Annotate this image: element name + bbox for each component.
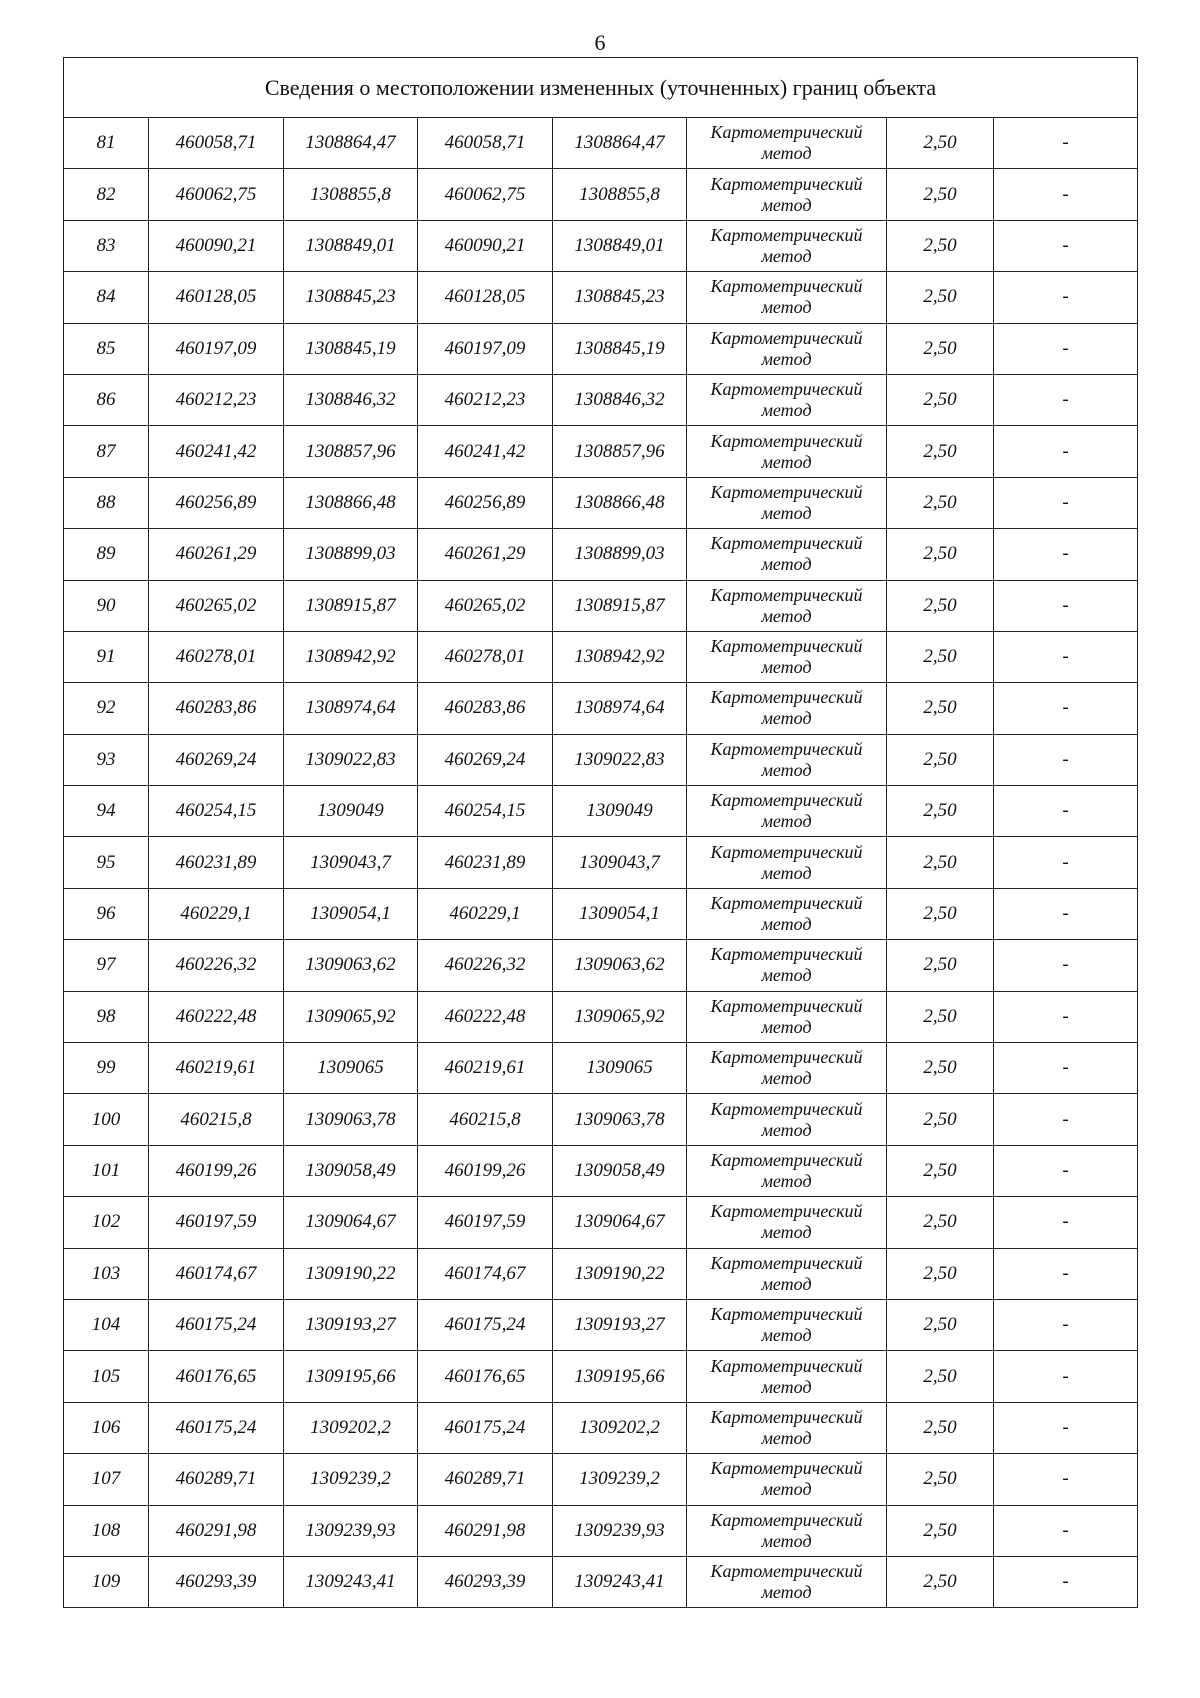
cell-new-x: 460231,89 [418, 837, 553, 888]
cell-point-number: 95 [64, 837, 149, 888]
cell-accuracy: 2,50 [887, 888, 994, 939]
cell-point-number: 87 [64, 426, 149, 477]
table-row [64, 477, 1138, 528]
cell-description: - [994, 734, 1138, 785]
cell-existing-x: 460215,8 [149, 1094, 284, 1145]
table-row [64, 1454, 1138, 1505]
cell-point-number: 100 [64, 1094, 149, 1145]
cell-existing-x: 460197,09 [149, 323, 284, 374]
cell-method: Картометрический метод [687, 323, 887, 374]
cell-description: - [994, 426, 1138, 477]
cell-description: - [994, 1094, 1138, 1145]
cell-accuracy: 2,50 [887, 1145, 994, 1196]
cell-new-y: 1309049 [553, 786, 687, 837]
cell-method: Картометрический метод [687, 426, 887, 477]
cell-new-x: 460254,15 [418, 786, 553, 837]
cell-accuracy: 2,50 [887, 1402, 994, 1453]
cell-point-number: 102 [64, 1197, 149, 1248]
cell-new-y: 1309058,49 [553, 1145, 687, 1196]
cell-new-x: 460283,86 [418, 683, 553, 734]
cell-accuracy: 2,50 [887, 580, 994, 631]
table-row [64, 940, 1138, 991]
cell-new-y: 1309195,66 [553, 1351, 687, 1402]
cell-method: Картометрический метод [687, 631, 887, 682]
cell-description: - [994, 529, 1138, 580]
cell-accuracy: 2,50 [887, 1454, 994, 1505]
cell-point-number: 108 [64, 1505, 149, 1556]
cell-description: - [994, 683, 1138, 734]
cell-description: - [994, 1505, 1138, 1556]
table-row [64, 1351, 1138, 1402]
cell-accuracy: 2,50 [887, 1043, 994, 1094]
cell-method: Картометрический метод [687, 529, 887, 580]
cell-method: Картометрический метод [687, 220, 887, 271]
cell-new-y: 1308845,23 [553, 272, 687, 323]
cell-existing-y: 1308915,87 [284, 580, 418, 631]
cell-existing-y: 1308866,48 [284, 477, 418, 528]
cell-existing-y: 1308864,47 [284, 118, 418, 169]
table-title: Сведения о местоположении измененных (уточненных) границ объекта [64, 58, 1138, 118]
cell-new-y: 1308974,64 [553, 683, 687, 734]
cell-accuracy: 2,50 [887, 272, 994, 323]
cell-description: - [994, 1454, 1138, 1505]
cell-method: Картометрический метод [687, 1197, 887, 1248]
cell-new-y: 1309239,2 [553, 1454, 687, 1505]
cell-new-x: 460265,02 [418, 580, 553, 631]
cell-new-y: 1309064,67 [553, 1197, 687, 1248]
cell-new-x: 460197,59 [418, 1197, 553, 1248]
cell-description: - [994, 888, 1138, 939]
cell-point-number: 88 [64, 477, 149, 528]
cell-method: Картометрический метод [687, 477, 887, 528]
cell-new-x: 460197,09 [418, 323, 553, 374]
cell-description: - [994, 837, 1138, 888]
cell-method: Картометрический метод [687, 837, 887, 888]
cell-existing-x: 460058,71 [149, 118, 284, 169]
table-row [64, 734, 1138, 785]
cell-method: Картометрический метод [687, 1402, 887, 1453]
cell-description: - [994, 1402, 1138, 1453]
cell-new-x: 460062,75 [418, 169, 553, 220]
table-row [64, 631, 1138, 682]
cell-accuracy: 2,50 [887, 786, 994, 837]
cell-new-y: 1309193,27 [553, 1299, 687, 1350]
cell-existing-x: 460229,1 [149, 888, 284, 939]
cell-existing-x: 460265,02 [149, 580, 284, 631]
cell-method: Картометрический метод [687, 118, 887, 169]
cell-new-y: 1308849,01 [553, 220, 687, 271]
cell-new-x: 460269,24 [418, 734, 553, 785]
cell-new-y: 1309043,7 [553, 837, 687, 888]
cell-new-y: 1309190,22 [553, 1248, 687, 1299]
cell-description: - [994, 1299, 1138, 1350]
cell-new-x: 460174,67 [418, 1248, 553, 1299]
cell-point-number: 90 [64, 580, 149, 631]
cell-method: Картометрический метод [687, 1248, 887, 1299]
cell-new-y: 1308845,19 [553, 323, 687, 374]
table-row [64, 1299, 1138, 1350]
cell-point-number: 85 [64, 323, 149, 374]
cell-existing-x: 460175,24 [149, 1402, 284, 1453]
cell-point-number: 92 [64, 683, 149, 734]
cell-method: Картометрический метод [687, 1454, 887, 1505]
cell-method: Картометрический метод [687, 1556, 887, 1607]
cell-existing-x: 460175,24 [149, 1299, 284, 1350]
cell-existing-y: 1308845,23 [284, 272, 418, 323]
cell-description: - [994, 169, 1138, 220]
cell-description: - [994, 940, 1138, 991]
cell-point-number: 96 [64, 888, 149, 939]
cell-new-y: 1308942,92 [553, 631, 687, 682]
cell-existing-y: 1309195,66 [284, 1351, 418, 1402]
table-row [64, 1556, 1138, 1607]
cell-accuracy: 2,50 [887, 477, 994, 528]
table-row [64, 837, 1138, 888]
cell-accuracy: 2,50 [887, 1094, 994, 1145]
cell-point-number: 91 [64, 631, 149, 682]
cell-existing-x: 460256,89 [149, 477, 284, 528]
cell-existing-x: 460199,26 [149, 1145, 284, 1196]
cell-new-x: 460226,32 [418, 940, 553, 991]
table-row [64, 426, 1138, 477]
cell-new-x: 460090,21 [418, 220, 553, 271]
cell-new-y: 1309243,41 [553, 1556, 687, 1607]
cell-accuracy: 2,50 [887, 529, 994, 580]
cell-point-number: 94 [64, 786, 149, 837]
cell-existing-x: 460289,71 [149, 1454, 284, 1505]
table-row [64, 1043, 1138, 1094]
cell-new-y: 1308846,32 [553, 374, 687, 425]
cell-existing-x: 460090,21 [149, 220, 284, 271]
cell-existing-y: 1309190,22 [284, 1248, 418, 1299]
cell-point-number: 97 [64, 940, 149, 991]
table-row [64, 272, 1138, 323]
table-row [64, 323, 1138, 374]
table-row [64, 529, 1138, 580]
cell-existing-y: 1308857,96 [284, 426, 418, 477]
table-row [64, 1505, 1138, 1556]
cell-accuracy: 2,50 [887, 1299, 994, 1350]
cell-accuracy: 2,50 [887, 220, 994, 271]
table-row [64, 374, 1138, 425]
cell-accuracy: 2,50 [887, 1197, 994, 1248]
cell-accuracy: 2,50 [887, 374, 994, 425]
cell-point-number: 105 [64, 1351, 149, 1402]
cell-existing-y: 1308974,64 [284, 683, 418, 734]
cell-existing-y: 1309049 [284, 786, 418, 837]
cell-description: - [994, 1556, 1138, 1607]
cell-new-x: 460256,89 [418, 477, 553, 528]
cell-new-x: 460222,48 [418, 991, 553, 1042]
table-row [64, 1197, 1138, 1248]
cell-existing-x: 460226,32 [149, 940, 284, 991]
cell-description: - [994, 220, 1138, 271]
cell-existing-x: 460212,23 [149, 374, 284, 425]
cell-existing-y: 1308849,01 [284, 220, 418, 271]
cell-description: - [994, 786, 1138, 837]
cell-new-x: 460291,98 [418, 1505, 553, 1556]
cell-accuracy: 2,50 [887, 1505, 994, 1556]
cell-method: Картометрический метод [687, 169, 887, 220]
cell-accuracy: 2,50 [887, 734, 994, 785]
cell-existing-y: 1308942,92 [284, 631, 418, 682]
cell-method: Картометрический метод [687, 734, 887, 785]
cell-existing-x: 460293,39 [149, 1556, 284, 1607]
cell-point-number: 107 [64, 1454, 149, 1505]
cell-point-number: 93 [64, 734, 149, 785]
cell-new-x: 460058,71 [418, 118, 553, 169]
cell-existing-y: 1309243,41 [284, 1556, 418, 1607]
cell-new-y: 1309065 [553, 1043, 687, 1094]
cell-new-x: 460175,24 [418, 1299, 553, 1350]
table-row [64, 1402, 1138, 1453]
cell-new-x: 460219,61 [418, 1043, 553, 1094]
cell-point-number: 106 [64, 1402, 149, 1453]
cell-existing-x: 460231,89 [149, 837, 284, 888]
cell-new-x: 460175,24 [418, 1402, 553, 1453]
cell-existing-y: 1309239,2 [284, 1454, 418, 1505]
cell-method: Картометрический метод [687, 1145, 887, 1196]
cell-description: - [994, 1351, 1138, 1402]
cell-point-number: 84 [64, 272, 149, 323]
cell-existing-x: 460222,48 [149, 991, 284, 1042]
cell-accuracy: 2,50 [887, 426, 994, 477]
cell-description: - [994, 1043, 1138, 1094]
cell-point-number: 89 [64, 529, 149, 580]
cell-new-x: 460199,26 [418, 1145, 553, 1196]
cell-existing-x: 460219,61 [149, 1043, 284, 1094]
cell-accuracy: 2,50 [887, 940, 994, 991]
cell-new-y: 1308864,47 [553, 118, 687, 169]
cell-method: Картометрический метод [687, 991, 887, 1042]
cell-new-x: 460293,39 [418, 1556, 553, 1607]
cell-method: Картометрический метод [687, 580, 887, 631]
cell-existing-x: 460269,24 [149, 734, 284, 785]
cell-description: - [994, 477, 1138, 528]
cell-new-x: 460261,29 [418, 529, 553, 580]
cell-accuracy: 2,50 [887, 837, 994, 888]
table-row [64, 786, 1138, 837]
cell-method: Картометрический метод [687, 888, 887, 939]
cell-new-x: 460278,01 [418, 631, 553, 682]
cell-new-y: 1309054,1 [553, 888, 687, 939]
cell-description: - [994, 631, 1138, 682]
cell-point-number: 83 [64, 220, 149, 271]
cell-existing-y: 1309065,92 [284, 991, 418, 1042]
cell-description: - [994, 580, 1138, 631]
cell-method: Картометрический метод [687, 1043, 887, 1094]
cell-existing-y: 1309064,67 [284, 1197, 418, 1248]
cell-new-y: 1309239,93 [553, 1505, 687, 1556]
cell-point-number: 86 [64, 374, 149, 425]
cell-accuracy: 2,50 [887, 683, 994, 734]
cell-accuracy: 2,50 [887, 631, 994, 682]
cell-existing-y: 1308855,8 [284, 169, 418, 220]
cell-existing-x: 460278,01 [149, 631, 284, 682]
table-row [64, 580, 1138, 631]
cell-new-y: 1309022,83 [553, 734, 687, 785]
cell-accuracy: 2,50 [887, 118, 994, 169]
table-row [64, 991, 1138, 1042]
table-row [64, 118, 1138, 169]
cell-point-number: 103 [64, 1248, 149, 1299]
cell-method: Картометрический метод [687, 1299, 887, 1350]
cell-new-x: 460229,1 [418, 888, 553, 939]
cell-new-y: 1309063,62 [553, 940, 687, 991]
cell-existing-y: 1308899,03 [284, 529, 418, 580]
cell-method: Картометрический метод [687, 374, 887, 425]
table-row [64, 1145, 1138, 1196]
table-row [64, 683, 1138, 734]
cell-existing-y: 1309063,62 [284, 940, 418, 991]
cell-method: Картометрический метод [687, 272, 887, 323]
cell-description: - [994, 272, 1138, 323]
cell-new-x: 460212,23 [418, 374, 553, 425]
cell-new-x: 460128,05 [418, 272, 553, 323]
cell-description: - [994, 1145, 1138, 1196]
cell-existing-y: 1309065 [284, 1043, 418, 1094]
cell-existing-x: 460197,59 [149, 1197, 284, 1248]
cell-existing-x: 460241,42 [149, 426, 284, 477]
cell-new-y: 1308855,8 [553, 169, 687, 220]
cell-description: - [994, 374, 1138, 425]
cell-new-y: 1308866,48 [553, 477, 687, 528]
cell-point-number: 98 [64, 991, 149, 1042]
cell-method: Картометрический метод [687, 1094, 887, 1145]
cell-accuracy: 2,50 [887, 1351, 994, 1402]
cell-existing-x: 460254,15 [149, 786, 284, 837]
cell-accuracy: 2,50 [887, 991, 994, 1042]
cell-new-y: 1309202,2 [553, 1402, 687, 1453]
cell-existing-y: 1309193,27 [284, 1299, 418, 1350]
cell-new-x: 460176,65 [418, 1351, 553, 1402]
cell-method: Картометрический метод [687, 786, 887, 837]
cell-new-x: 460215,8 [418, 1094, 553, 1145]
cell-accuracy: 2,50 [887, 1248, 994, 1299]
table-row [64, 888, 1138, 939]
cell-description: - [994, 991, 1138, 1042]
cell-existing-x: 460261,29 [149, 529, 284, 580]
cell-new-y: 1308915,87 [553, 580, 687, 631]
cell-existing-y: 1309063,78 [284, 1094, 418, 1145]
cell-point-number: 104 [64, 1299, 149, 1350]
cell-point-number: 101 [64, 1145, 149, 1196]
cell-method: Картометрический метод [687, 1505, 887, 1556]
cell-existing-y: 1309043,7 [284, 837, 418, 888]
cell-new-y: 1309063,78 [553, 1094, 687, 1145]
cell-existing-x: 460176,65 [149, 1351, 284, 1402]
table-row [64, 1248, 1138, 1299]
cell-point-number: 81 [64, 118, 149, 169]
cell-existing-y: 1308846,32 [284, 374, 418, 425]
cell-existing-y: 1309239,93 [284, 1505, 418, 1556]
page-number: 6 [594, 30, 606, 55]
cell-existing-y: 1309054,1 [284, 888, 418, 939]
cell-method: Картометрический метод [687, 683, 887, 734]
cell-point-number: 82 [64, 169, 149, 220]
cell-new-y: 1308899,03 [553, 529, 687, 580]
table-row [64, 220, 1138, 271]
cell-existing-x: 460283,86 [149, 683, 284, 734]
cell-point-number: 99 [64, 1043, 149, 1094]
cell-accuracy: 2,50 [887, 323, 994, 374]
boundary-coordinates-table [63, 57, 1138, 1608]
table-body [64, 118, 1138, 1608]
cell-existing-x: 460128,05 [149, 272, 284, 323]
cell-point-number: 109 [64, 1556, 149, 1607]
cell-accuracy: 2,50 [887, 1556, 994, 1607]
cell-new-x: 460289,71 [418, 1454, 553, 1505]
cell-existing-y: 1309058,49 [284, 1145, 418, 1196]
cell-existing-x: 460174,67 [149, 1248, 284, 1299]
cell-existing-x: 460062,75 [149, 169, 284, 220]
cell-description: - [994, 1197, 1138, 1248]
cell-new-y: 1309065,92 [553, 991, 687, 1042]
cell-existing-x: 460291,98 [149, 1505, 284, 1556]
cell-method: Картометрический метод [687, 1351, 887, 1402]
cell-existing-y: 1309202,2 [284, 1402, 418, 1453]
table-row [64, 169, 1138, 220]
cell-description: - [994, 1248, 1138, 1299]
table-row [64, 1094, 1138, 1145]
cell-description: - [994, 118, 1138, 169]
cell-method: Картометрический метод [687, 940, 887, 991]
cell-description: - [994, 323, 1138, 374]
cell-existing-y: 1309022,83 [284, 734, 418, 785]
cell-existing-y: 1308845,19 [284, 323, 418, 374]
cell-new-y: 1308857,96 [553, 426, 687, 477]
cell-new-x: 460241,42 [418, 426, 553, 477]
cell-accuracy: 2,50 [887, 169, 994, 220]
